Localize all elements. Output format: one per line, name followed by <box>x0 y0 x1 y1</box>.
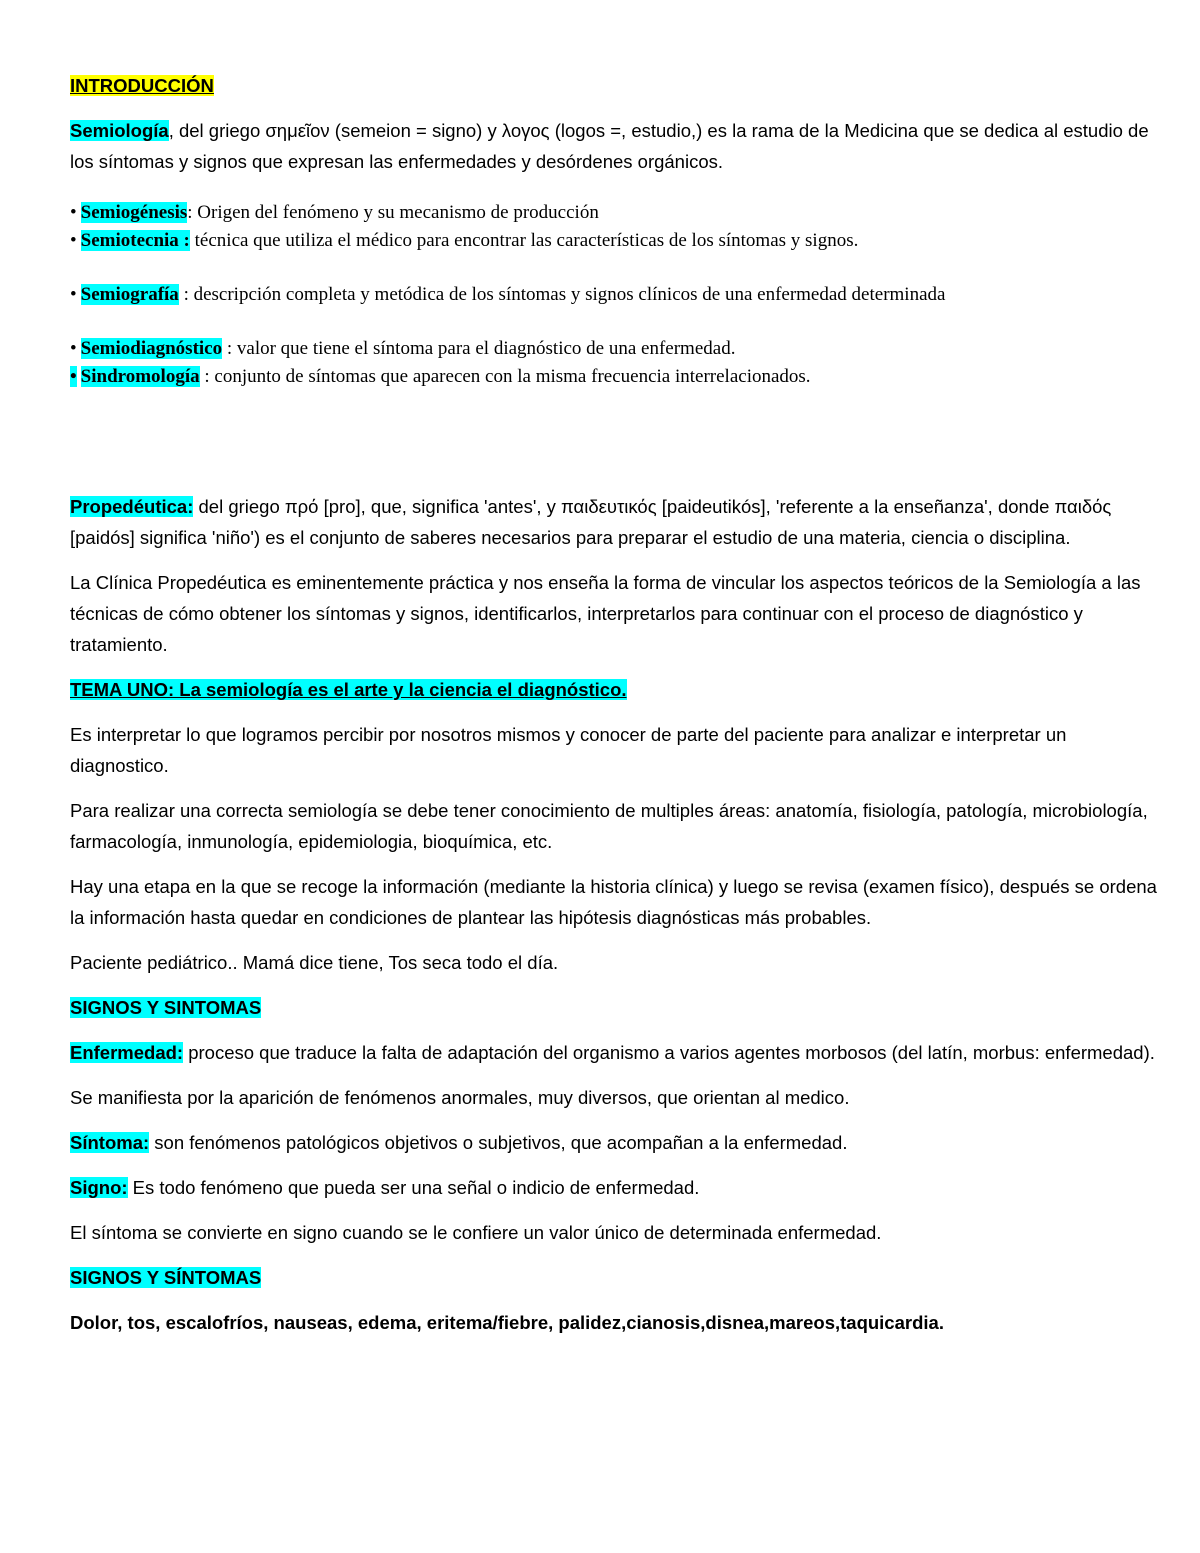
bullet-semiotecnia <box>70 227 1160 255</box>
bullet-term: Sindromología <box>80 366 200 387</box>
intro-heading: INTRODUCCIÓN <box>70 75 214 96</box>
bullet-semiodiagnostico <box>70 335 1160 363</box>
bullet-semiografia <box>70 281 1160 309</box>
semiologia-definition: , del griego σημεῖον (semeion = signo) y λογος (logos =, estudio,) es la rama de la Medicina que se dedica al estudio de los síntomas y signos que expresan las enfermedades y desórdenes orgánicos. <box>70 120 1149 172</box>
sintoma-term: Síntoma: <box>70 1132 150 1153</box>
tema-paragraph-3: Hay una etapa en la que se recoge la información (mediante la historia clínica) y luego se revisa (examen físico), después se ordena la información hasta quedar en condiciones de plantear las hipótesis diagnósticas más probables. <box>70 876 1157 928</box>
bullet-dot: • <box>70 284 77 305</box>
propedeutica-term: Propedéutica: <box>70 496 194 517</box>
semio-bullets <box>70 199 1160 391</box>
enfermedad-definition: proceso que traduce la falta de adaptación del organismo a varios agentes morbosos (del latín, morbus: enfermedad). <box>183 1042 1155 1063</box>
bullet-dot: • <box>70 230 77 251</box>
bullet-text: : descripción completa y metódica de los síntomas y signos clínicos de una enfermedad determinada <box>178 284 946 305</box>
signo-paragraph <box>70 1172 1160 1203</box>
bullet-term: Semiografía <box>80 284 179 305</box>
bullet-term: Semiotecnia : <box>80 230 190 251</box>
signos-title-1: SIGNOS Y SINTOMAS <box>70 997 262 1018</box>
signos-title-2: SIGNOS Y SÍNTOMAS <box>70 1267 262 1288</box>
bullet-dot: • <box>70 338 77 359</box>
convierte-paragraph: El síntoma se convierte en signo cuando se le confiere un valor único de determinada enfermedad. <box>70 1222 882 1243</box>
propedeutica-paragraph <box>70 491 1160 553</box>
sintoma-paragraph <box>70 1127 1160 1158</box>
semiologia-paragraph <box>70 115 1160 177</box>
bullet-dot: • <box>70 202 77 223</box>
signos-heading-2 <box>70 1262 1160 1293</box>
intro-title <box>70 70 1160 101</box>
bullet-text: : conjunto de síntomas que aparecen con la misma frecuencia interrelacionados. <box>199 366 811 387</box>
bullet-dot: • <box>70 366 77 387</box>
clinica-paragraph: La Clínica Propedéutica es eminentemente práctica y nos enseña la forma de vincular los aspectos teóricos de la Semiología a las técnicas de cómo obtener los síntomas y signos, identificarlos, interpretarlos para continuar con el proceso de diagnóstico y tratamiento. <box>70 572 1141 655</box>
enfermedad-term: Enfermedad: <box>70 1042 184 1063</box>
semiologia-term: Semiología <box>70 120 169 141</box>
signo-term: Signo: <box>70 1177 128 1198</box>
manifiesta-paragraph: Se manifiesta por la aparición de fenómenos anormales, muy diversos, que orientan al medico. <box>70 1087 850 1108</box>
bullet-sindromologia <box>70 363 1160 391</box>
sintoma-definition: son fenómenos patológicos objetivos o subjetivos, que acompañan a la enfermedad. <box>149 1132 848 1153</box>
tema-paragraph-2: Para realizar una correcta semiología se debe tener conocimiento de multiples áreas: anatomía, fisiología, patología, microbiología, farmacología, inmunología, epidemiologia, bioquímica, etc. <box>70 800 1148 852</box>
bullet-text: técnica que utiliza el médico para encontrar las características de los síntomas y signos. <box>189 230 859 251</box>
bullet-text: : valor que tiene el síntoma para el diagnóstico de una enfermedad. <box>222 338 736 359</box>
tema-uno-heading <box>70 674 1160 705</box>
propedeutica-definition: del griego πρό [pro], que, significa 'antes', y παιδευτικός [paideutikós], 'referente a la enseñanza', donde παιδός [paidós] significa 'niño') es el conjunto de saberes necesarios para preparar el estudio de una materia, ciencia o disciplina. <box>70 496 1112 548</box>
tema-uno-title: TEMA UNO: La semiología es el arte y la ciencia el diagnóstico. <box>70 679 627 700</box>
tema-paragraph-1: Es interpretar lo que logramos percibir por nosotros mismos y conocer de parte del paciente para analizar e interpretar un diagnostico. <box>70 724 1067 776</box>
bullet-term: Semiodiagnóstico <box>80 338 223 359</box>
enfermedad-paragraph <box>70 1037 1160 1068</box>
signos-heading-1 <box>70 992 1160 1023</box>
bullet-semiogenesis <box>70 199 1160 227</box>
bullet-text: : Origen del fenómeno y su mecanismo de producción <box>187 202 599 223</box>
tema-paragraph-4: Paciente pediátrico.. Mamá dice tiene, Tos seca todo el día. <box>70 952 559 973</box>
signos-list: Dolor, tos, escalofríos, nauseas, edema, eritema/fiebre, palidez,cianosis,disnea,mareos,taquicardia. <box>70 1312 944 1333</box>
bullet-term: Semiogénesis <box>80 202 188 223</box>
signo-definition: Es todo fenómeno que pueda ser una señal o indicio de enfermedad. <box>127 1177 700 1198</box>
